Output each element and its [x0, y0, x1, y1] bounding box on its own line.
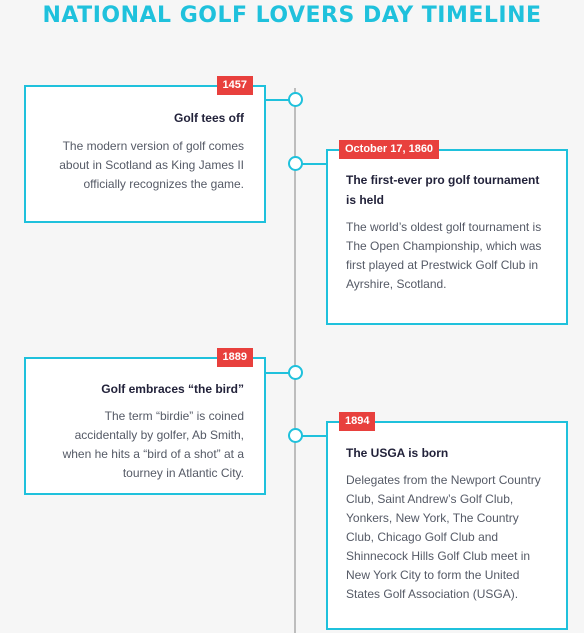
event-title: The USGA is born	[346, 446, 449, 460]
timeline-node	[288, 428, 303, 443]
timeline-event-card	[24, 351, 266, 495]
event-date-badge: October 17, 1860	[339, 140, 439, 159]
timeline-event-card	[24, 79, 266, 223]
event-date-badge: 1894	[339, 412, 375, 431]
page-title: NATIONAL GOLF LOVERS DAY TIMELINE	[42, 3, 542, 28]
timeline-connector	[301, 435, 328, 437]
timeline-connector	[264, 372, 290, 374]
timeline-event-card	[326, 415, 568, 630]
event-description: Delegates from the Newport Country Club, Saint Andrew’s Golf Club, Yonkers, New York, The Country Club, Chicago Golf Club and Shinnecock Hills Golf Club meet in New York City to form the United States Golf Association (USGA).	[346, 473, 541, 601]
timeline-connector	[301, 163, 328, 165]
event-description: The world’s oldest golf tournament is The Open Championship, which was first played at Prestwick Golf Club in Ayrshire, Scotland.	[346, 220, 542, 291]
timeline-node	[288, 365, 303, 380]
timeline-connector	[264, 99, 290, 101]
timeline-node	[288, 92, 303, 107]
event-title: The first-ever pro golf tournament is held	[346, 173, 540, 207]
timeline-event-card	[326, 143, 568, 325]
event-date-badge: 1889	[217, 348, 253, 367]
event-description: The modern version of golf comes about in Scotland as King James II officially recognizes the game.	[59, 139, 244, 191]
event-title: Golf embraces “the bird”	[101, 382, 244, 396]
event-description: The term “birdie” is coined accidentally by golfer, Ab Smith, when he hits a “bird of a shot” at a tourney in Atlantic City.	[62, 409, 244, 480]
timeline-node	[288, 156, 303, 171]
event-title: Golf tees off	[173, 111, 244, 125]
event-date-badge: 1457	[217, 76, 253, 95]
